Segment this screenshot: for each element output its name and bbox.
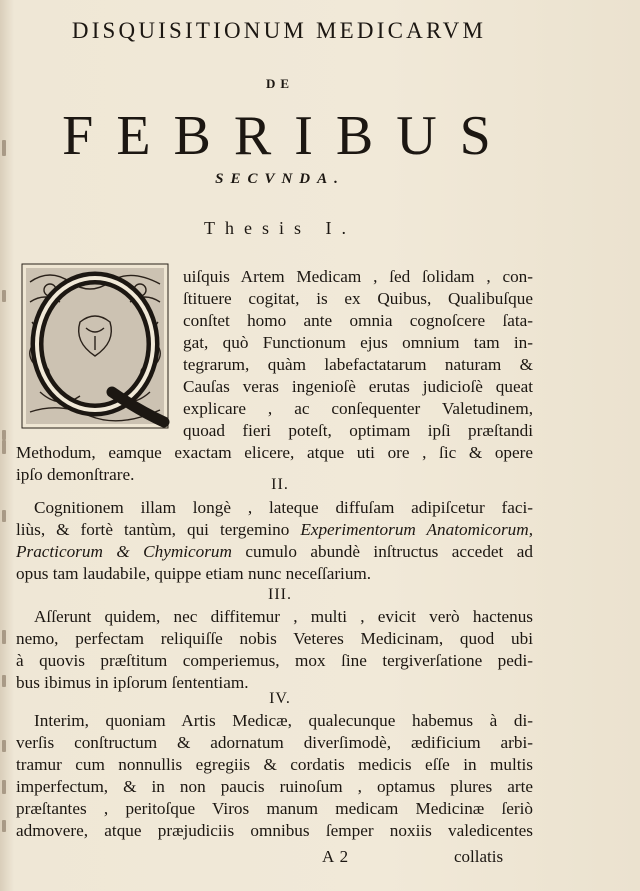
main-title: FEBRIBUS (62, 105, 514, 167)
text-line: conſtet homo ante omnia cognoſcere ſata- (183, 311, 533, 330)
text-line: quoad fieri poteſt, optimam ipſi præſtandi (183, 421, 533, 440)
catchword: collatis (454, 847, 504, 866)
text-line: uiſquis Artem Medicam , ſed ſolidam , con- (183, 267, 533, 286)
text-line: ipſo demonſtrare. (16, 465, 135, 484)
text-line: nemo, perfectam reliquiſſe nobis Veteres Medicinam, quod ubi (16, 629, 533, 648)
text-segment-italic: Experimentorum Anatomicorum, (300, 520, 533, 539)
text-line: imperfectum, & in non paucis ruinoſum , optamus plures arte (16, 777, 533, 796)
thesis-3-paragraph (16, 606, 533, 694)
text-line: explicare , ac conſequenter Valetudinem, (183, 399, 533, 418)
thesis-numeral-4: IV. (269, 690, 291, 707)
thesis-numeral-2: II. (271, 476, 289, 493)
text-line: tegrarum, quàm labefactatarum naturam & (183, 355, 533, 374)
text-line: Interim, quoniam Artis Medicæ, qualecunque habemus à di- (34, 711, 533, 730)
text-line: Aſſerunt quidem, nec diffitemur , multi , evicit verò hactenus (34, 607, 533, 626)
text-line (16, 519, 533, 541)
text-line: Methodum, eamque exactam elicere, atque uti ore , ſic & opere (16, 443, 533, 462)
title-de: DE (265, 76, 295, 91)
thesis-heading: Thesis I. (204, 218, 356, 238)
thesis-1-paragraph (183, 266, 533, 442)
text-line: à quovis præſtitum comperiemus, mox ſine tergiverſatione pedi- (16, 651, 533, 670)
signature-mark: A 2 (322, 847, 350, 866)
text-line: admovere, atque præjudiciis omnibus ſemper noxiis valedicentes (16, 821, 533, 840)
text-line: verſis conſtructum & adornatum diverſimodè, ædificium arbi- (16, 733, 533, 752)
text-segment: cumulo abundè inſtructus accedet ad (231, 542, 533, 561)
text-line (16, 541, 533, 563)
text-line: præſtantes , peritoſque Viros manum medicam Medicinæ ſeriò (16, 799, 533, 818)
subtitle: SECVNDA. (215, 171, 345, 187)
text-segment-italic: Practicorum & Chymicorum (16, 542, 232, 561)
thesis-numeral-3: III. (268, 586, 292, 603)
text-line: tramur cum nonnullis egregiis & cordatis medicis eſſe in multis (16, 755, 533, 774)
decorated-initial-q (20, 262, 170, 430)
thesis-4-paragraph (16, 710, 533, 842)
text-line: opus tam laudabile, quippe etiam nunc neceſſarium. (16, 564, 372, 583)
text-segment: liùs, & fortè tantùm, qui tergemino (16, 520, 301, 539)
running-title: DISQUISITIONUM MEDICARVM (71, 18, 487, 43)
text-line: Cauſas veras ingenioſè erutas judicioſè queat (183, 377, 533, 396)
text-line: bus ibimus in ipſorum ſententiam. (16, 673, 249, 692)
text-line: gat, quò Functionum ejus omnium tam in- (183, 333, 533, 352)
text-line: Cognitionem illam longè , lateque diffuſam adipiſcetur faci- (34, 498, 533, 517)
text-line: ſtituere cogitat, is ex Quibus, Qualibuſque (183, 289, 533, 308)
thesis-2-paragraph (16, 497, 533, 585)
